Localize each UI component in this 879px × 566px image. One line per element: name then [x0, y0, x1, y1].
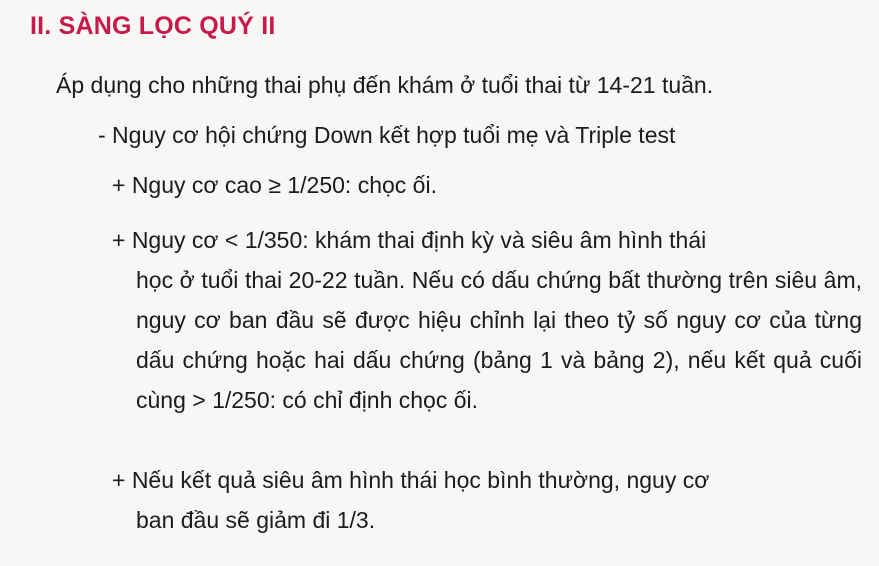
section-heading: II. SÀNG LỌC QUÝ II: [30, 12, 276, 40]
bullet-high-risk: [112, 165, 862, 205]
bullet-continuation: ban đầu sẽ giảm đi 1/3.: [136, 507, 376, 533]
intro-paragraph: Áp dụng cho những thai phụ đến khám ở tuổi thai từ 14-21 tuần.: [56, 72, 714, 98]
bullet-low-risk: [112, 220, 862, 420]
bullet-normal-ultrasound: [112, 460, 862, 540]
dash-list-item: - Nguy cơ hội chứng Down kết hợp tuổi mẹ và Triple test: [98, 122, 676, 148]
bullet-text: + Nguy cơ < 1/350: khám thai định kỳ và siêu âm hình thái: [112, 227, 707, 253]
bullet-text: + Nguy cơ cao ≥ 1/250: chọc ối.: [112, 172, 437, 198]
bullet-continuation: học ở tuổi thai 20-22 tuần. Nếu có dấu chứng bất thường trên siêu âm, nguy cơ ban đầu sẽ được hiệu chỉnh lại theo tỷ số nguy cơ của từng dấu chứng hoặc hai dấu chứng (bảng 1 và bảng 2), nếu kết quả cuối cùng > 1/250: có chỉ định chọc ối.: [136, 267, 862, 413]
bullet-text: + Nếu kết quả siêu âm hình thái học bình thường, nguy cơ: [112, 467, 710, 493]
